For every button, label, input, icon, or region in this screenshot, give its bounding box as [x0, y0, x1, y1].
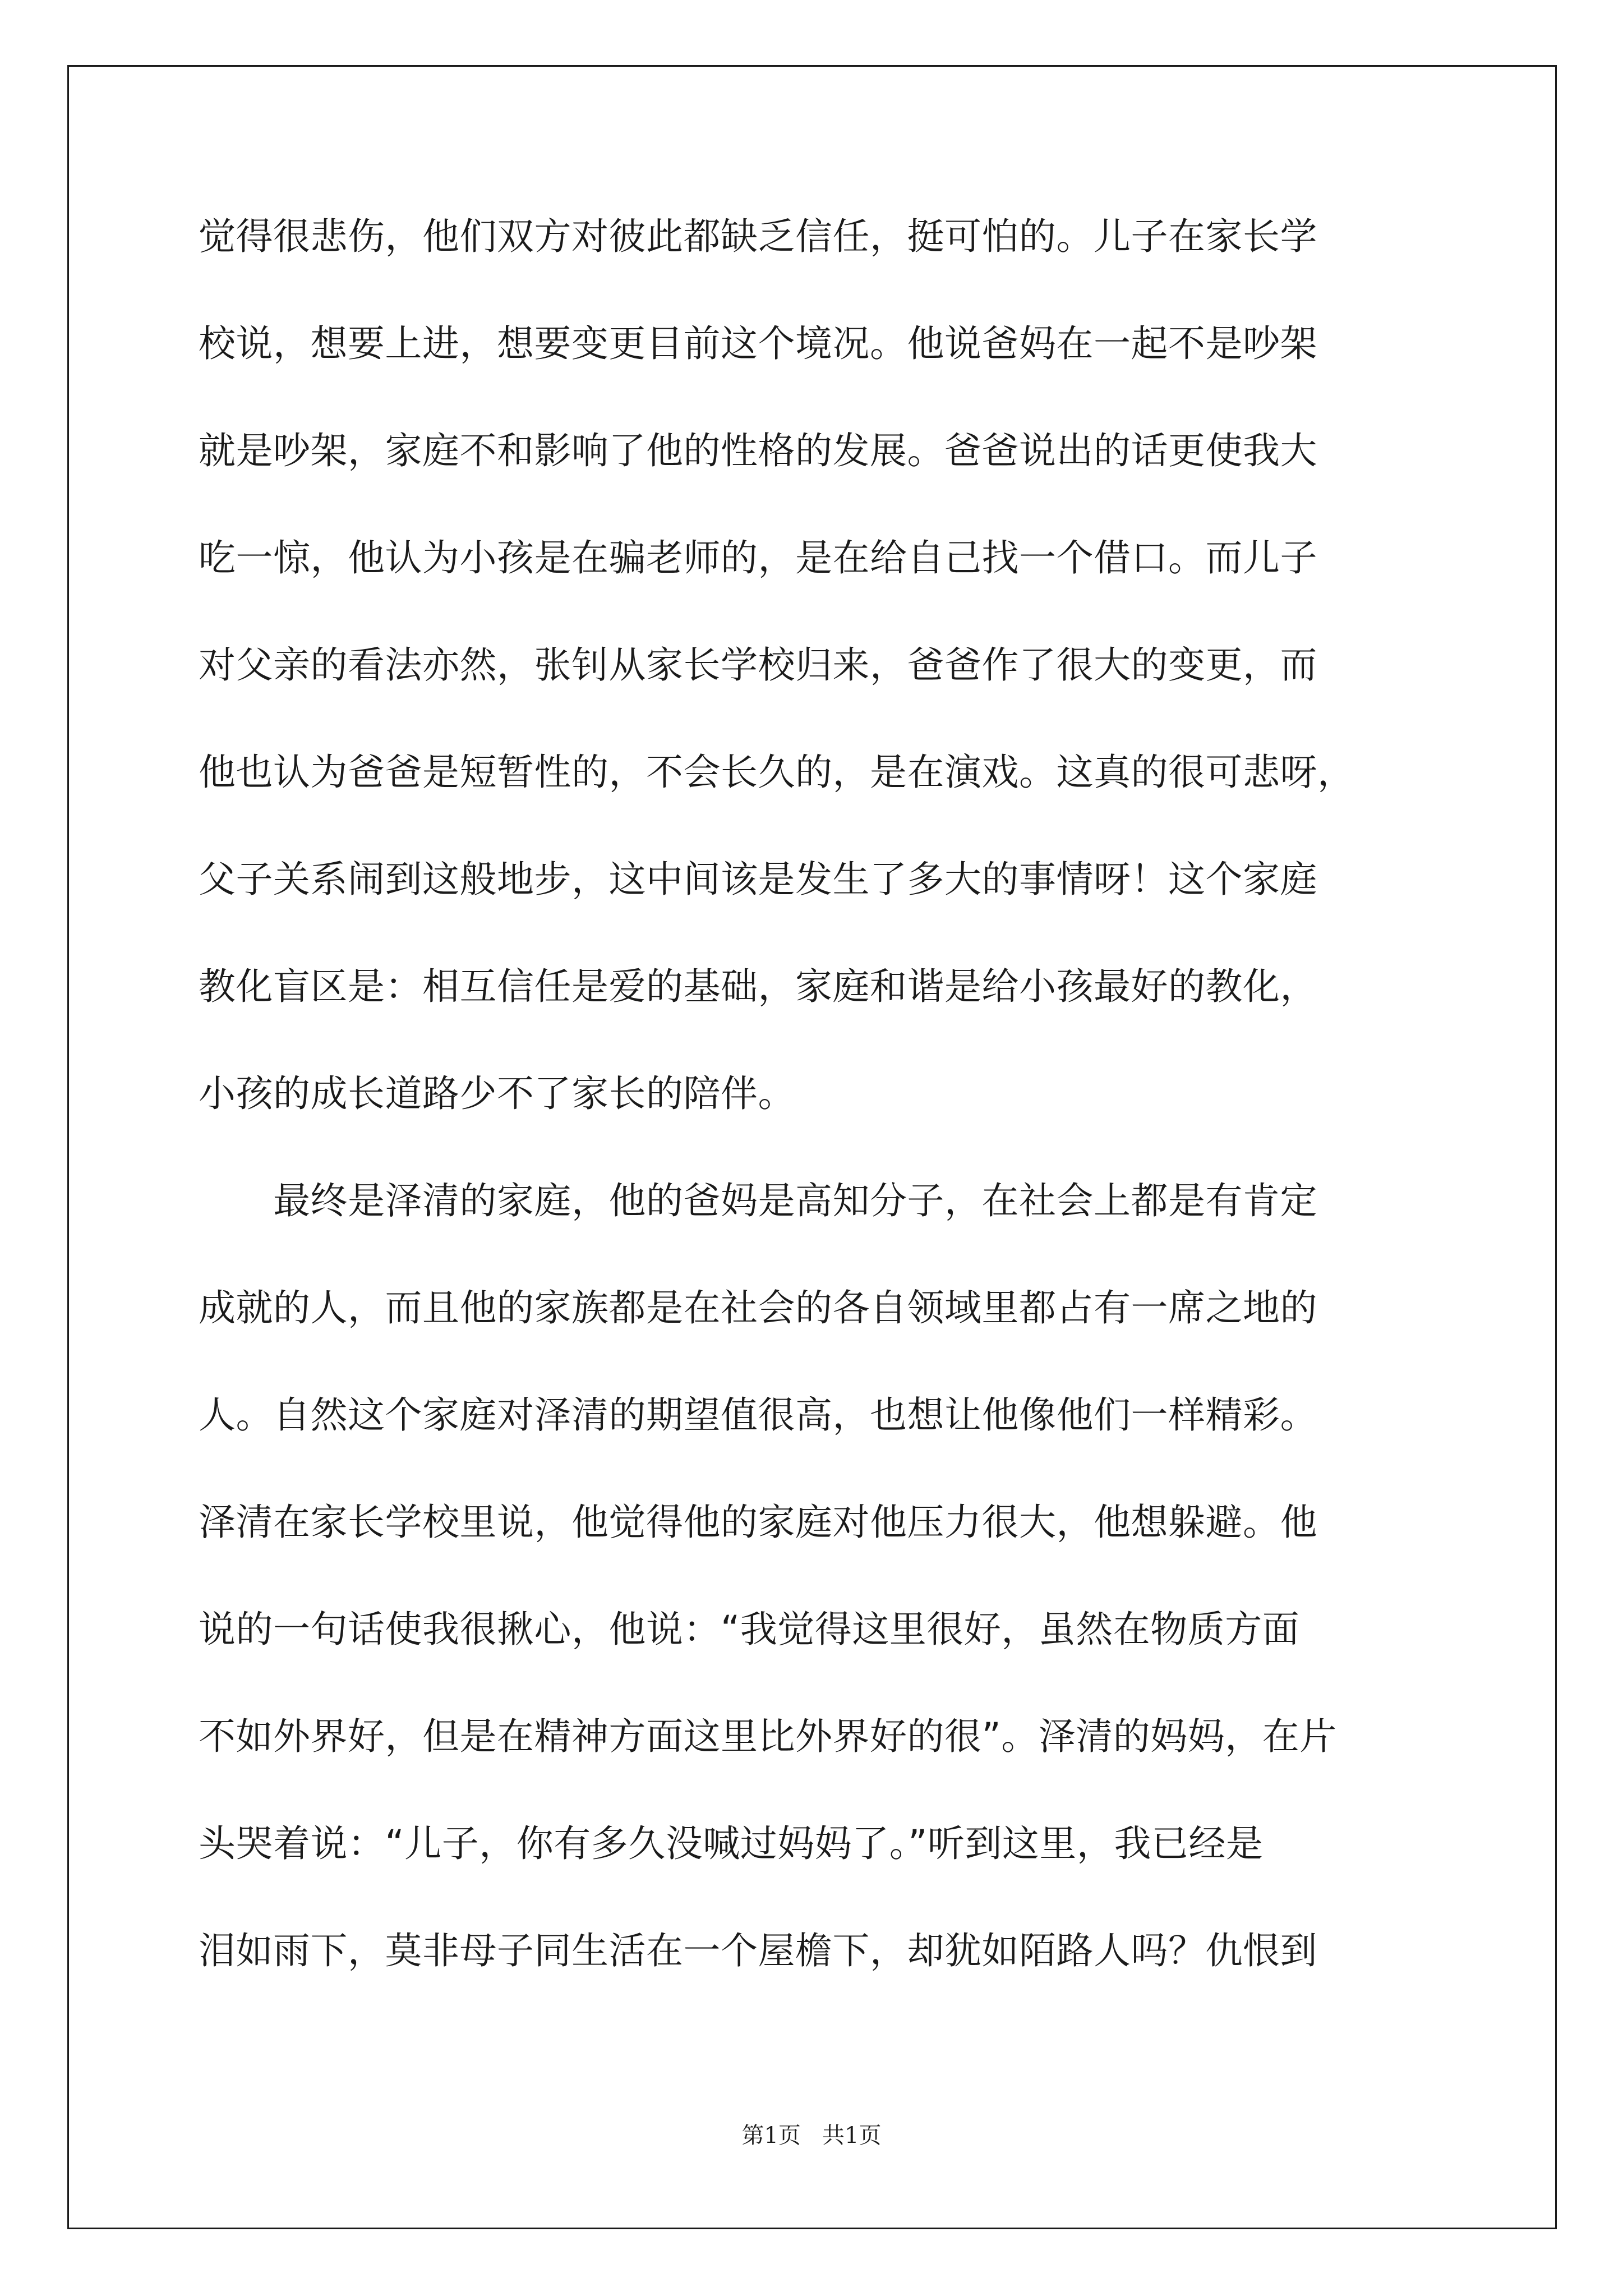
text-line: 校说，想要上进，想要变更目前这个境况。他说爸妈在一起不是吵架: [199, 322, 1317, 365]
text-line: 说的一句话使我很揪心，他说：“我觉得这里很好，虽然在物质方面: [199, 1608, 1300, 1651]
text-line: 父子关系闹到这般地步，这中间该是发生了多大的事情呀！这个家庭: [199, 858, 1317, 901]
paragraph-start-line: 最终是泽清的家庭，他的爸妈是高知分子，在社会上都是有肯定: [199, 1179, 1317, 1222]
text-line: 人。自然这个家庭对泽清的期望值很高，也想让他像他们一样精彩。: [199, 1393, 1317, 1437]
document-body: [199, 215, 1432, 2039]
text-line: 小孩的成长道路少不了家长的陪伴。: [199, 1072, 795, 1115]
text-line: 泽清在家长学校里说，他觉得他的家庭对他压力很大，他想躲避。他: [199, 1501, 1317, 1544]
text-line: 头哭着说：“儿子，你有多久没喊过妈妈了。”听到这里，我已经是: [199, 1822, 1264, 1865]
text-line: 就是吵架，家庭不和影响了他的性格的发展。爸爸说出的话更使我大: [199, 429, 1317, 472]
text-line: 吃一惊，他认为小孩是在骗老师的，是在给自己找一个借口。而儿子: [199, 536, 1317, 579]
text-line: 觉得很悲伤，他们双方对彼此都缺乏信任，挺可怕的。儿子在家长学: [199, 215, 1317, 258]
text-line: 泪如雨下，莫非母子同生活在一个屋檐下，却犹如陌路人吗？仇恨到: [199, 1929, 1317, 1972]
text-line: 教化盲区是：相互信任是爱的基础，家庭和谐是给小孩最好的教化，: [199, 965, 1317, 1008]
text-line: 成就的人，而且他的家族都是在社会的各自领域里都占有一席之地的: [199, 1286, 1317, 1329]
text-line: 不如外界好，但是在精神方面这里比外界好的很”。泽清的妈妈，在片: [199, 1715, 1337, 1758]
text-line: 他也认为爸爸是短暂性的，不会长久的，是在演戏。这真的很可悲呀，: [199, 751, 1355, 794]
page-footer: 第1页 共1页: [741, 2123, 882, 2148]
text-line: 对父亲的看法亦然，张钊从家长学校归来，爸爸作了很大的变更，而: [199, 643, 1317, 687]
